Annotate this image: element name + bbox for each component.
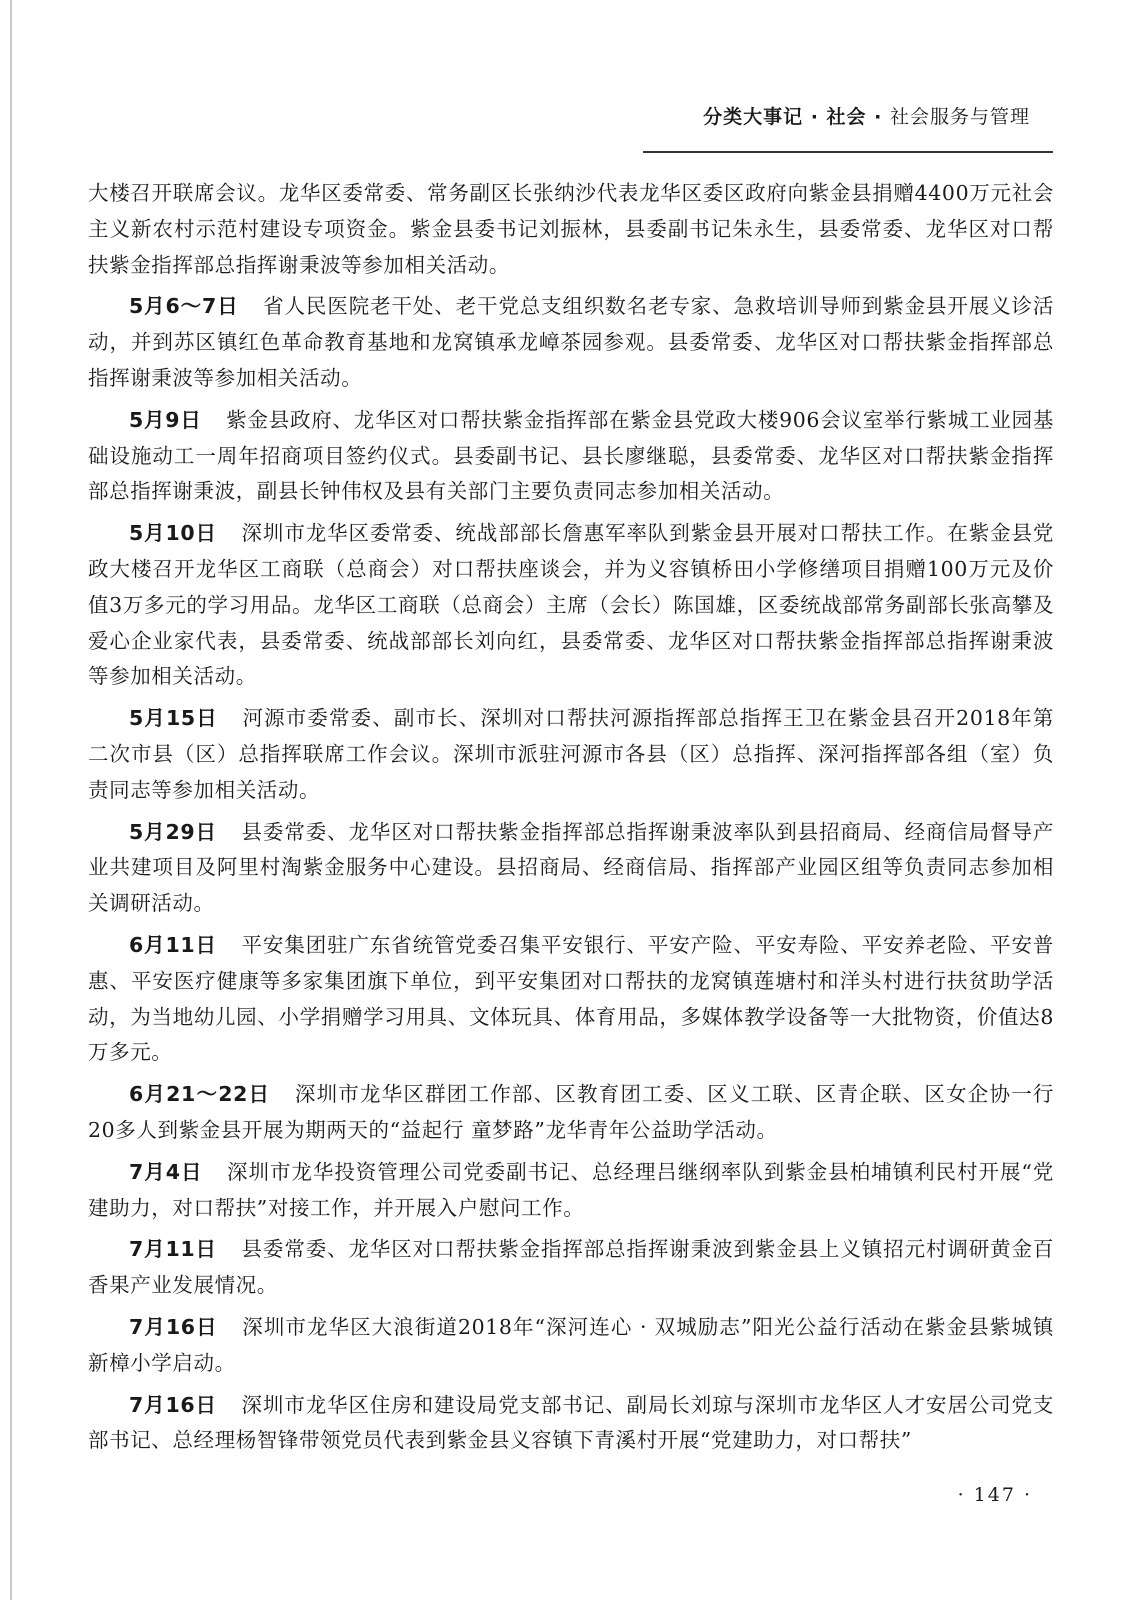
chronicle-entry xyxy=(88,701,1054,808)
entry-date: 5月10日 xyxy=(129,521,217,546)
page-number: · 147 · xyxy=(957,1484,1032,1506)
entry-text: 县委常委、龙华区对口帮扶紫金指挥部总指挥谢秉波率队到县招商局、经商信局督导产业共建项目及阿里村淘紫金服务中心建设。县招商局、经商信局、指挥部产业园区组等负责同志参加相关调研活动。 xyxy=(88,819,1054,916)
entry-date: 7月11日 xyxy=(129,1237,217,1262)
entry-text: 深圳市龙华区委常委、统战部部长詹惠军率队到紫金县开展对口帮扶工作。在紫金县党政大楼召开龙华区工商联（总商会）对口帮扶座谈会，并为义容镇桥田小学修缮项目捐赠100万元及价值3万多元的学习用品。龙华区工商联（总商会）主席（会长）陈国雄，区委统战部常务副部长张高攀及爱心企业家代表，县委常委、统战部部长刘向红，县委常委、龙华区对口帮扶紫金指挥部总指挥谢秉波等参加相关活动。 xyxy=(88,521,1054,689)
entry-date: 6月21～22日 xyxy=(129,1082,271,1107)
chronicle-entry xyxy=(88,403,1054,510)
entry-date: 5月15日 xyxy=(129,706,218,731)
chronicle-entry xyxy=(88,1310,1054,1382)
continuation-paragraph: 大楼召开联席会议。龙华区委常委、常务副区长张纳沙代表龙华区委区政府向紫金县捐赠4400万元社会主义新农村示范村建设专项资金。紫金县委书记刘振林，县委副书记朱永生，县委常委、龙华区对口帮扶紫金指挥部总指挥谢秉波等参加相关活动。 xyxy=(88,181,1054,277)
chronicle-entry xyxy=(88,516,1054,695)
entry-text: 深圳市龙华区住房和建设局党支部书记、副局长刘琼与深圳市龙华区人才安居公司党支部书记、总经理杨智锋带领党员代表到紫金县义容镇下青溪村开展“党建助力，对口帮扶” xyxy=(88,1392,1054,1453)
header-subsection-title: 社会服务与管理 xyxy=(889,106,1030,128)
entry-text: 河源市委常委、副市长、深圳对口帮扶河源指挥部总指挥王卫在紫金县召开2018年第二次市县（区）总指挥联席工作会议。深圳市派驻河源市各县（区）总指挥、深河指挥部各组（室）负责同志等参加相关活动。 xyxy=(88,706,1054,802)
page-edge-shadow xyxy=(10,0,12,1600)
entry-text: 深圳市龙华区大浪街道2018年“深河连心 · 双城励志”阳光公益行活动在紫金县紫城镇新樟小学启动。 xyxy=(88,1314,1054,1375)
entry-date: 7月16日 xyxy=(129,1392,217,1417)
chronicle-body xyxy=(88,176,1054,1465)
header-section-title: 分类大事记 · 社会 · xyxy=(703,106,890,128)
chronicle-entry xyxy=(88,1232,1054,1304)
chronicle-entry xyxy=(88,928,1054,1071)
entry-text: 深圳市龙华区群团工作部、区教育团工委、区义工联、区青企联、区女企协一行20多人到紫金县开展为期两天的“益起行 童梦路”龙华青年公益助学活动。 xyxy=(88,1082,1054,1142)
entry-text: 深圳市龙华投资管理公司党委副书记、总经理吕继纲率队到紫金县柏埔镇利民村开展“党建助力，对口帮扶”对接工作，并开展入户慰问工作。 xyxy=(88,1159,1054,1220)
chronicle-entry xyxy=(88,289,1054,396)
entry-date: 5月9日 xyxy=(129,407,202,432)
header-rule xyxy=(643,151,1053,153)
entry-text: 省人民医院老干处、老干党总支组织数名老专家、急救培训导师到紫金县开展义诊活动，并到苏区镇红色革命教育基地和龙窝镇承龙嶂茶园参观。县委常委、龙华区对口帮扶紫金指挥部总指挥谢秉波等参加相关活动。 xyxy=(88,294,1054,390)
entry-text: 县委常委、龙华区对口帮扶紫金指挥部总指挥谢秉波到紫金县上义镇招元村调研黄金百香果产业发展情况。 xyxy=(88,1237,1054,1298)
chronicle-entry xyxy=(88,815,1054,922)
entry-date: 5月6～7日 xyxy=(129,294,239,319)
entry-text: 紫金县政府、龙华区对口帮扶紫金指挥部在紫金县党政大楼906会议室举行紫城工业园基础设施动工一周年招商项目签约仪式。县委副书记、县长廖继聪，县委常委、龙华区对口帮扶紫金指挥部总指挥谢秉波，副县长钟伟权及县有关部门主要负责同志参加相关活动。 xyxy=(88,407,1054,504)
entry-date: 5月29日 xyxy=(129,819,217,844)
entry-date: 6月11日 xyxy=(129,932,217,957)
chronicle-entry xyxy=(88,1155,1054,1227)
chronicle-entry xyxy=(88,1388,1054,1460)
entry-date: 7月16日 xyxy=(129,1314,218,1339)
chronicle-entry xyxy=(88,1077,1054,1149)
running-header xyxy=(703,102,1030,129)
entry-date: 7月4日 xyxy=(129,1159,203,1184)
entry-text: 平安集团驻广东省统管党委召集平安银行、平安产险、平安寿险、平安养老险、平安普惠、平安医疗健康等多家集团旗下单位，到平安集团对口帮扶的龙窝镇莲塘村和洋头村进行扶贫助学活动，为当地幼儿园、小学捐赠学习用具、文体玩具、体育用品，多媒体教学设备等一大批物资，价值达8万多元。 xyxy=(88,932,1054,1065)
